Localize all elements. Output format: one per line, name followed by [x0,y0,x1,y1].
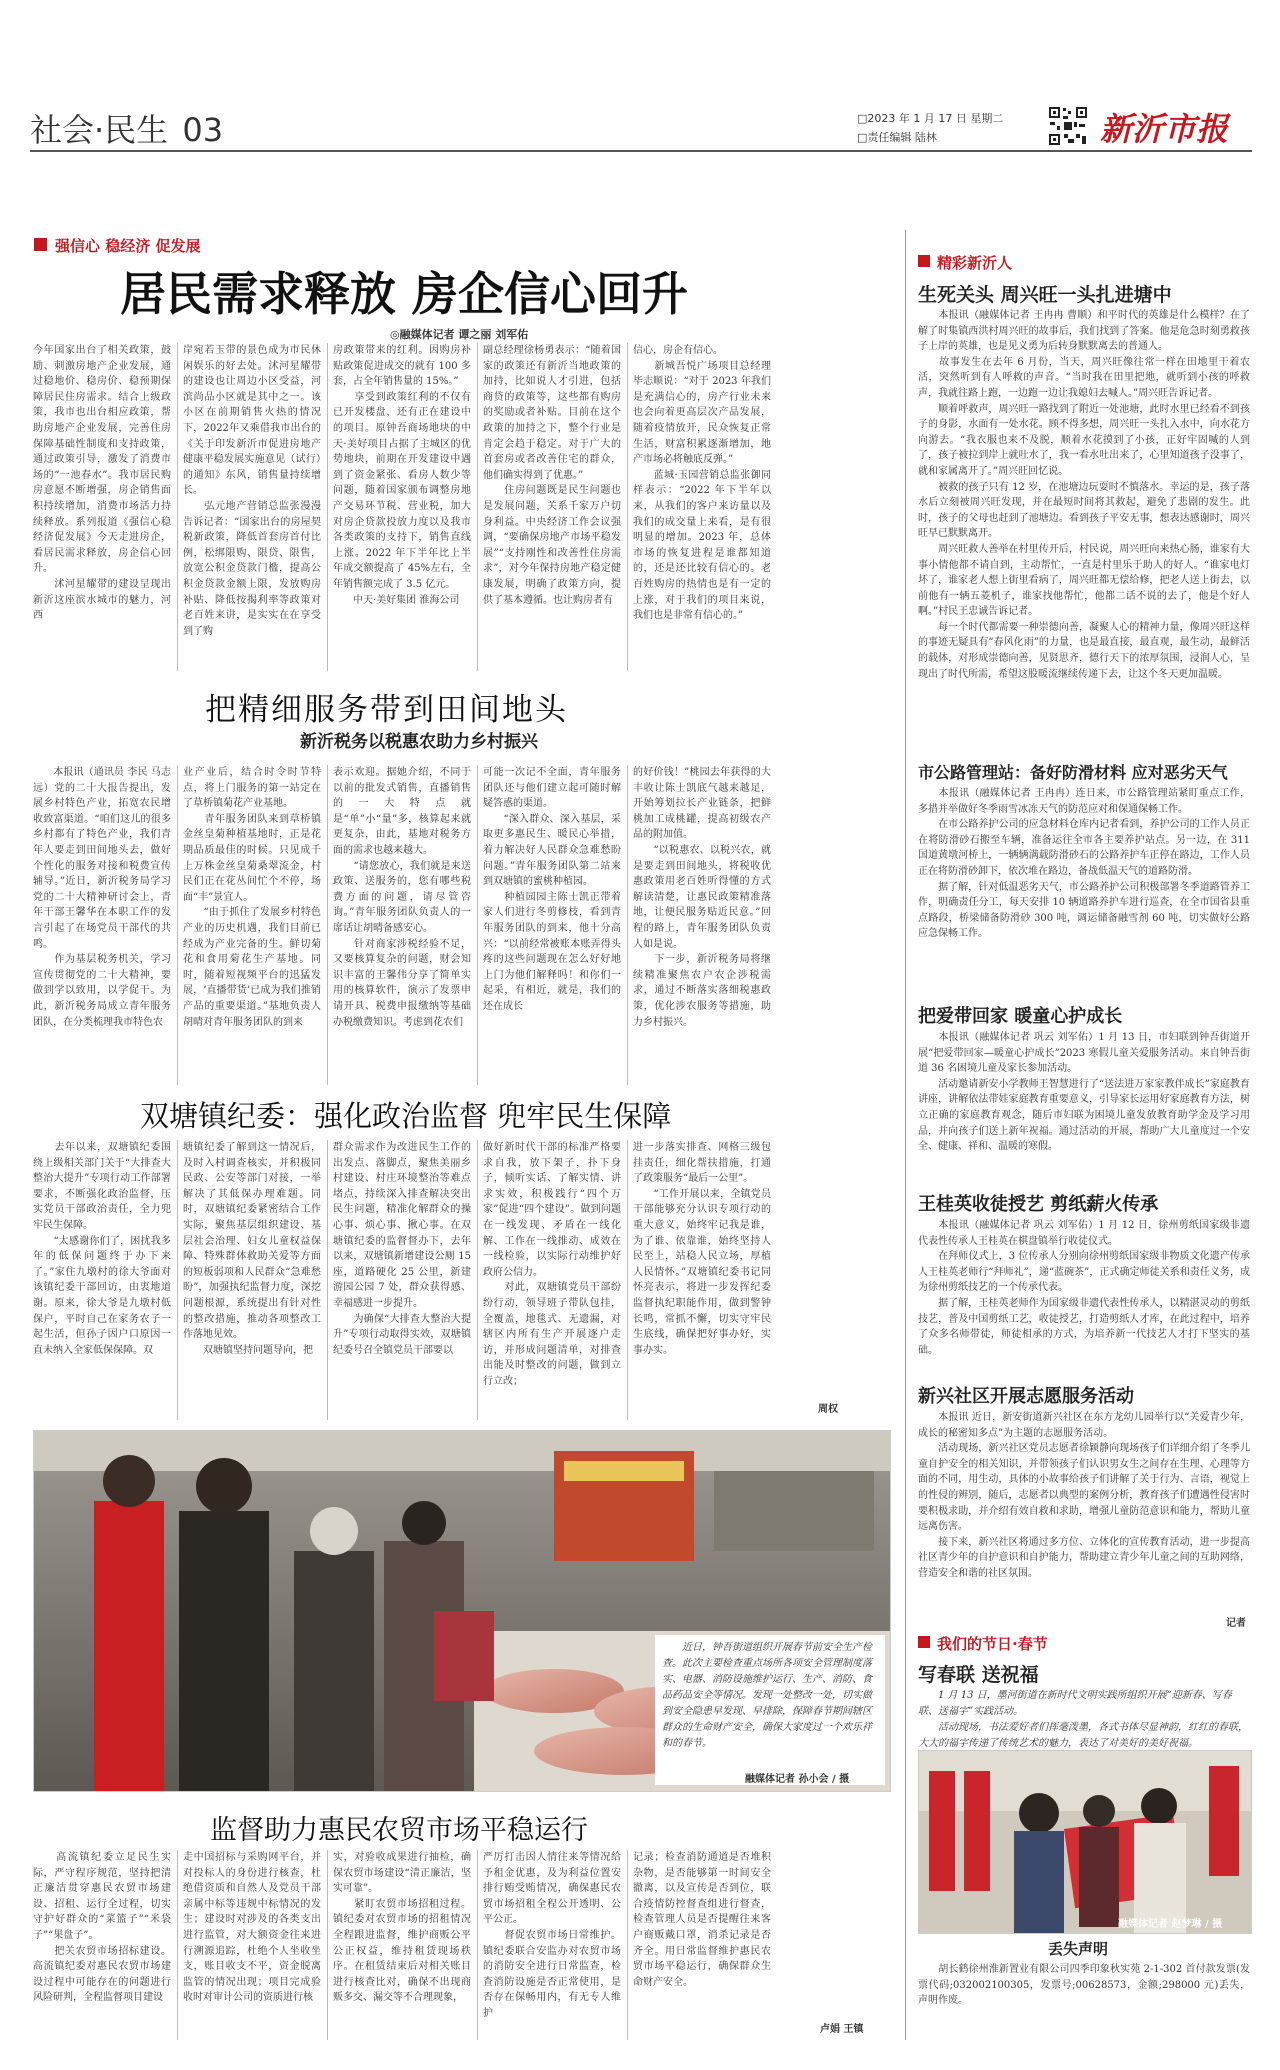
tax-subtitle: 新沂税务以税惠农助力乡村振兴 [300,732,538,752]
story4-title: 王桂英收徒授艺 剪纸薪火传承 [918,1194,1159,1215]
market-col-4: 严厉打击因人情往来等情况给予租金优惠，及为利益位置安排行贿受贿情况，确保惠民农贸市场招租全程公开透明、公平公正。 督促农贸市场日常维护。镇纪委联合安监办对农贸市场的消防安全进行日常监查，检查消防设施是否正常使用，是否存在保畅用内，有无专人维护 [483,1852,621,2019]
divider [627,343,628,671]
story6-credit: 融媒体记者 赵梦琳 / 摄 [1118,1919,1223,1930]
divider [627,1140,628,1420]
divider [327,1140,328,1420]
lost-notice-body: 胡长鹤徐州淮新置业有限公司四季印象秋实苑 2-1-302 首付款发票(发票代码;032002100305，发票号;00628573，金额;298000 元)丢失，声明作废。 [918,1964,1250,2007]
divider [327,343,328,671]
divider [177,1850,178,2040]
story1-body: 本报讯（融媒体记者 王冉冉 曹顺）和平时代的英雄是什么模样？在了解了时集镇西洪村周兴旺的故事后，我们找到了答案。他是危急时刻勇救孩子上岸的英雄，也是见义勇为后转身默默离去的普通人。 故事发生在去年 6 月份，当天，周兴旺像往常一样在田地里干着农活，突然听到有人呼救的声音。“当时我在田里把地，就听到小孩的呼救声，我就往路上跑，一边跑一边让我媳妇去喊人。”周兴旺告诉记者。 顺着呼救声，周兴旺一路找到了附近一处池塘，此时水里已经看不到孩子的身影，水面有一处水花。顾不得多想，周兴旺一头扎入水中，向水花方向游去。“我衣服也来不及脱，顺着水花摸到了小孩，正好牢固喊的人到了，孩子被拉到岸上就吐水了，我一看水吐出来了，心里知道孩子没事了，就和家属离开了。”周兴旺回忆说。 被救的孩子只有 12 岁，在池塘边玩耍时不慎落水。幸运的是，孩子落水后立刻被周兴旺发现，并在最短时间将其救起，避免了悲剧的发生。此时，孩子的父母也赶到了池塘边。看到孩子平安无事，想表达感谢时，周兴旺早已默默离开。 周兴旺救人善举在村里传开后，村民说，周兴旺向来热心肠，谁家有大事小情他都不请自到，主动帮忙，一直是村里乐于助人的好人。“谁家电灯坏了，谁家老人想上街里看病了，周兴旺都无偿给修，把老人送上街去，以前他有一辆五菱机子，谁家找他帮忙，他都二话不说的去了，他是个好人啊。”村民王忠诚告诉记者。 每一个时代都需要一种崇德向善，凝聚人心的精神力量，像周兴旺这样的事迹无疑具有“春风化雨”的力量，也是最直接，最直观，最生动，最鲜活的载体，对形成崇德向善，见贤思齐，德行天下的浓厚氛围，浸润人心，呈现出了时代所需，希望这股暖流继续传递下去，让这个冬天更加温暖。 [918,310,1250,680]
photo-caption: 近日，钟吾街道组织开展春节前安全生产检查。此次主要检查重点场所各项安全管理制度落实、电器、消防设施维护运行、生产、消防、食品药品安全等情况。发现一处整改一处，切实做到安全隐患早发现、早排除，保障春节期间辖区群众的生命财产安全，确保大家度过一个欢乐祥和的春节。 [662,1642,872,1749]
page-number: 03 [182,111,224,149]
supervise-col-3: 群众需求作为改进民生工作的出发点、落脚点，聚焦美丽乡村建设、村庄环境整治等难点堵点，持续深入排查解决突出民生问题，精准化解群众的操心事、烦心事、揪心事。在双塘镇纪委的监督督办下，去年以来，双塘镇新增建设公厕 15 座，道路硬化 25 公里，新建游园公园 7 处，群众获得感、幸福感进一步提升。 为确保“大排查大整治大提升”专项行动取得实效，双塘镇纪委号召全镇党员干部要以 [333,1142,471,1356]
lead-col-3: 房政策带来的红利。因购房补贴政策促进成交的就有 100 多套，占全年销售量的 15%。” 享受到政策红利的不仅有已开发楼盘，还有正在建设中的项目。原钟吾商场地块的中天·美好项目占据了主城区的优势地块，前期在开发建设中遇到了资金紧张、看房人数少等问题，随着国家颁布调整房地产交易环节税、营业税，加大对房企贷款投放力度以及我市各类政策的支持下，销售直线上涨。2022 年下半年比上半年成交额提高了 45%左右，全年销售额完成了 3.5 亿元。 中天·美好集团 淮海公司 [333,345,471,606]
story6-title: 写春联 送祝福 [918,1664,1039,1686]
market-col-5: 记录；检查消防通道是否堆积杂物，是否能够第一时间安全撤离，以及宣传是否到位，联合疫情防控督查组进行督查，检查管理人员是否提醒往来客户商贩戴口罩，消杀记录是否齐全。用日常监督维护惠民农贸市场平稳运行，确保群众生命财产安全。 [633,1852,771,1988]
market-col-1: 高流镇纪委立足民生实际，严守程序规范，坚持把清正廉洁贯穿惠民农贸市场建设、招租、运行全过程，切实守护好群众的“菜篮子”“米袋子”“果盘子”。 把关农贸市场招标建设。高流镇纪委对惠民农贸市场建设过程中可能存在的问题进行风险研判，全程监督项目建设 [33,1852,171,2004]
divider [327,765,328,1085]
editor-line: □责任编辑 陆林 [857,131,937,144]
lost-notice-title: 丢失声明 [1048,1940,1109,1958]
masthead-rule [30,150,1252,152]
lead-col-2: 岸宛若玉带的景色成为市民休闲娱乐的好去处。沭河星耀带的建设也让周边小区受益，河滨尚品小区就是其中之一。该小区在前期销售火热的情况下，2022年又乘借我市出台的《关于印发新沂市促进房地产健康平稳发展实施意见（试行）的通知》东风，销售量持续增长。 弘元地产营销总监张漫漫告诉记者：“国家出台的房屋契税新政策，降低首套房首付比例，松绑限购、限贷、限售，放宽公积金贷款门槛，提高公积金贷款金额上限，发放购房补贴、降低按揭利率等政策对老百姓来讲，是实实在在享受到了购 [183,345,321,637]
festival-kicker: 我们的节日·春节 [937,1635,1048,1653]
story2-body: 本报讯（融媒体记者 王冉冉）连日来，市公路管理站紧盯重点工作，多措并举做好冬季雨雪冰冻天气的防范应对和保通保畅工作。 在市公路养护公司的应急材料仓库内记者看到，养护公司的工作人员正在将防滑砂石搬至车辆，准备运往全市各主要养护站点。另一边，在 311 国道黄墩河桥上，一辆辆满载防滑砂石的公路养护车正停在路边，工作人员正在将防滑砂卸下，依次堆在路边，备战低温天气的道路防滑。 据了解，针对低温恶劣天气，市公路养护公司积极部署冬季道路管养工作，明确责任分工，每天安排 10 辆道路养护车进行巡查，在全市国省县重点路段，桥梁储备防滑砂 300 吨，调运储备融雪剂 60 吨，切实做好公路应急保畅工作。 [918,788,1250,940]
supervise-author: 周权 [818,1404,838,1415]
story5-body: 本报讯 近日，新安街道新兴社区在东方龙幼儿园举行以“关爱青少年，成长的秘密知多点”为主题的志愿服务活动。 活动现场，新兴社区党员志愿者徐颖静向现场孩子们详细介绍了冬季儿童自护安全的相关知识，并带领孩子们认识男女生之间存在生理、心理等方面的不同，用生动，具体的小故事给孩子们讲解了关于行为、言语，视觉上的性侵的辨别，随后，志愿者以典型的案例分析，教育孩子们遭遇性侵害时要积极求助，并介绍有效自救和求助，增强儿童防范意识和能力，帮助儿童远离伤害。 接下来，新兴社区将通过多方位、立体化的宣传教育活动，进一步提高社区青少年的自护意识和自护能力，帮助建立青少年儿童之间的互助网络，营造安全和谐的社区氛围。 [918,1412,1250,1579]
story5-author: 记者 [1226,1618,1246,1629]
qr-code-icon [1048,106,1088,146]
market-col-3: 实，对验收成果进行抽检，确保农贸市场建设“清正廉洁，坚实可靠”。 紧盯农贸市场招租过程。镇纪委对农贸市场的招租情况全程跟进监督，维护商贩公平公正权益，维持租赁现场秩序。在租赁结束后对相关账目进行核查比对，确保不出现商贩多交、漏交等不合理现象， [333,1852,471,2004]
market-col-2: 走中国招标与采购网平台，并对投标人的身份进行核查，杜绝借资质和自然人及党员干部亲属中标等违规中标情况的发生；建设时对涉及的各类支出进行监管，对大额资金往来进行溯源追踪，杜绝个人坐收坐支，账目收支不平，资金脱离监管的情况出现；项目完成验收时对审计公司的资质进行核 [183,1852,321,2004]
story4-body: 本报讯（融媒体记者 巩云 刘军佑）1 月 12 日，徐州剪纸国家级非遗代表性传承人王桂英在棋盘镇举行收徒仪式。 在拜师仪式上，3 位传承人分别向徐州剪纸国家级非物质文化遗产传承人王桂英老师行“拜师礼”，递“蓝碗茶”，正式确定师徒关系和责任义务，成为徐州剪纸技艺的一个传承代表。 据了解，王桂英老师作为国家级非遗代表性传承人，以精湛灵动的剪纸技艺，普及中国剪纸工艺，收徒授艺，打造剪纸人才库，在此过程中，培养了众多名师带徒，师徒相承的方式，为培养新一代技艺人才打下坚实的基础。 [918,1220,1250,1356]
newspaper-logo: 新沂市报 [1100,110,1229,148]
divider [177,343,178,671]
supervise-headline: 双塘镇纪委：强化政治监督 兜牢民生保障 [140,1099,672,1133]
kicker-marker [34,238,47,251]
story3-title: 把爱带回家 暖童心护成长 [918,1006,1123,1027]
divider [177,765,178,1085]
story2-title: 市公路管理站：备好防滑材料 应对恶劣天气 [918,763,1228,782]
story1-title: 生死关头 周兴旺一头扎进塘中 [918,284,1172,306]
section-label [30,105,223,151]
lead-headline: 居民需求释放 房企信心回升 [120,267,689,321]
date-line: □2023 年 1 月 17 日 星期二 [857,112,1004,125]
divider [477,765,478,1085]
photo-credit: 融媒体记者 孙小会 / 摄 [745,1774,850,1785]
lead-byline: ◎融媒体记者 谭之丽 刘军佑 [390,328,529,341]
supervise-col-4: 做好新时代干部的标准严格要求自我，放下架子，扑下身子，倾听实话、了解实情、讲求实效，积极践行“四个万家”促进“四个建设”。做到问题在一线发现、矛盾在一线化解、工作在一线推动、成效在一线检验，以实际行动维护好政府公信力。 对此，双塘镇党员干部纷纷行动，领导班子带队包挂，全覆盖，地毯式、无遗漏，对辖区内所有生产开展逐户走访，并形成问题清单，对排查出能及时整改的问题，做到立行立改； [483,1142,621,1387]
tax-col-5: 的好价钱！”桃园去年获得的大丰收让陈士凯底气越来越足，开始筹划拉长产业链条，把鲜桃加工成桃罐，提高初级农产品的附加值。 “以税惠农、以税兴农，就是要走到田间地头，将税收优惠政策用老百姓听得懂的方式解读清楚，让惠民政策精准落地，让便民服务贴近民意。”回程的路上，青年服务团队负责人如是说。 下一步，新沂税务局将继续精准聚焦农户农企涉税需求，通过不断落实落细税惠政策，优化涉农服务等措施，助力乡村振兴。 [633,767,771,1028]
market-headline: 监督助力惠民农贸市场平稳运行 [210,1815,588,1846]
market-author: 卢娟 王镇 [820,2024,864,2035]
right-column-divider [905,230,906,2040]
divider [327,1850,328,2040]
story5-title: 新兴社区开展志愿服务活动 [918,1386,1134,1407]
tax-col-3: 表示欢迎。据她介绍，不同于以前的批发式销售，直播销售的一大特点就是“单”小“量”多，核算起来就更复杂，由此，基地对税务方面的需求也越来越大。 “请您放心，我们就是来送政策、送服务的，您有哪些税费方面的问题，请尽管咨询。”青年服务团队负责人的一席话让胡晴备感安心。 针对商家涉税经验不足，又要核算复杂的问题，财会知识丰富的王馨伟分享了简单实用的核算软件，演示了发票申请开具、税费申报缴纳等基础办税缴费知识。考虑到花农们 [333,767,471,1028]
divider [477,1140,478,1420]
right-kicker: 精彩新沂人 [937,254,1013,272]
supervise-col-2: 塘镇纪委了解到这一情况后，及时入村调查核实，并积极同民政、公安等部门对接，一举解决了其低保办理难题。同时，双塘镇纪委紧密结合工作实际，聚焦基层组织建设、基层社会治理、妇女儿童权益保障、特殊群体救助关爱等方面的短板弱项和人民群众“急难愁盼”，加强执纪监督力度，深挖问题根源，系统提出有针对性的整改措施，推动各项整改工作落地见效。 双塘镇坚持问题导向，把 [183,1142,321,1356]
tax-col-2: 业产业后，结合时令时节特点，将上门服务的第一站定在了草桥镇菊花产业基地。 青年服务团队来到草桥镇金丝皇菊种植基地时，正是花期品质最佳的时候。只见成千上万株金丝皇菊桑翠流金，村民们正在花丛间忙个不停，场面“丰”景宜人。 “由于抓住了发展乡村特色产业的历史机遇，我们目前已经成为产业完备的生。鲜切菊花和食用菊花生产基地。同时，随着短视频平台的迅猛发展，‘直播带货’已成为我们推销产品的重要渠道。”基地负责人胡晴对青年服务团队的到来 [183,767,321,1028]
story6-body: 1 月 13 日，墨河街道在新时代文明实践所组织开展“迎新春、写春联、送福字”实践活动。 活动现场，书法爱好者们挥毫泼墨，各式书体尽显神韵，红红的春联，大大的福字传递了传统艺术的魅力，表达了对美好的美好祝福。 [918,1690,1248,1749]
divider [477,343,478,671]
kicker-marker [918,1636,930,1648]
lead-col-1: 今年国家出台了相关政策，鼓励、刺激房地产企业发展，通过稳地价、稳房价、稳预期保障居民住房需求。结合上级政策，我市也出台相应政策，帮助房地产企业发展，完善住房保障基础性制度和支持政策，通过政策引导，激发了消费市场的“一池春水”。我市居民购房意愿不断增强，房企销售面积持续增加，消费市场活力持续释放。系列报道《强信心稳经济促发展》今天走进房企，看居民需求释放，房企信心回升。 沭河星耀带的建设呈现出新沂这座滨水城市的魅力，河西 [33,345,171,622]
tax-headline: 把精细服务带到田间地头 [205,692,568,728]
kicker-marker [918,255,930,267]
lead-col-5: 信心，房企有信心。 新城吾悦广场项目总经理毕志顺说：“对于 2023 年我们是充满信心的，房产行业未来也会向着更高层次产品发展，随着疫情放开，民众恢复正常生活，财富积累逐渐增加，地产市场必将触底反弹。” 蓝城·玉园营销总监张御同样表示：“2022 年下半年以来，从我们的客户来访量以及我们的成交量上来看，是有很明显的增加。2023 年，总体市场的恢复进程是谁都知道的，还是还比较有信心的。老百姓购房的热情也是有一定的上涨，对于我们的项目来说，我们也是非常有信心的。” [633,345,771,622]
tax-col-1: 本报讯（通讯员 李民 马志远）党的二十大报告提出，发展乡村特色产业，拓宽农民增收致富渠道。“咱们这儿的很多乡村都有了特色产业，我们青年人要走到田间地头去，做好个性化的服务对接和税费宣传辅导。”近日，新沂税务局学习党的二十大精神研讨会上，青年干部王馨华在本职工作的发言引起了在场党员干部代的共鸣。 作为基层税务机关，学习宣传贯彻党的二十大精神，要做到学以致用，以学促干。为此，新沂税务局成立青年服务团队，在分类梳理我市特色农 [33,767,171,1028]
couplet-photo [918,1750,1252,1934]
divider [477,1850,478,2040]
section-name: 社会·民生 [30,111,169,149]
divider [177,1140,178,1420]
divider [627,1850,628,2040]
lead-kicker: 强信心 稳经济 促发展 [55,237,201,255]
divider [627,765,628,1085]
lead-col-4: 副总经理徐杨勇表示：“随着国家的政策还有新沂当地政策的加持，比如说人才引进，包括商贷的政策等，这些都有购房的奖励或者补贴。目前在这个政策的加持之下，整个行业是肯定会趋于稳定。对于广大的首套房或者改善住宅的群众，他们确实得到了优惠。” 住房问题既是民生问题也是发展问题，关系千家万户切身利益。中央经济工作会议强调，“要确保房地产市场平稳发展”“支持刚性和改善性住房需求”，对今年保持房地产稳定健康发展，明确了政策方向，提供了基本遵循。也让购房者有 [483,345,621,606]
supervise-col-1: 去年以来，双塘镇纪委围绕上级相关部门关于“大排查大整治大提升”专项行动工作部署要求，不断强化政治监督，压实党员干部政治责任，全力兜牢民生保障。 “太感谢你们了，困扰我多年的低保问题终于办下来了。”家住九墩村的徐大爷面对该镇纪委干部回访，由衷地道谢。原来，徐大爷是九墩村低保户，平时自己在家务农子一起生活，但孙子因户口原因一直未纳入全家低保保障。双 [33,1142,171,1356]
story3-body: 本报讯（融媒体记者 巩云 刘军佑）1 月 13 日，市妇联到钟吾街道开展“把爱带回家—暖童心护成长”2023 寒假儿童关爱服务活动。来自钟吾街道 36 名困境儿童及家长参加活动。 活动邀请新安小学教师王智慧进行了“送法进万家家教伴成长”家庭教育讲座，讲解依法带娃家庭教育重要意义，引导家长运用好家庭教育方法，树立正确的家庭教育观念，随后市妇联为困境儿童发放教育助学金及学习用品，并向孩子们送上新年祝福。通过活动的开展，帮助广大儿童度过一个安全、健康、祥和、温暖的寒假。 [918,1032,1250,1153]
tax-col-4: 可能一次记不全面，青年服务团队还与他们建立起可随时解疑答惑的渠道。 “深入群众、深入基层，采取更多惠民生、暖民心举措，着力解决好人民群众急难愁盼问题。”青年服务团队第二站来到双塘镇的蜜桃种植园。 种植园园主陈士凯正带着家人们进行冬剪修枝，看到青年服务团队的到来，他十分高兴：“以前经常被账本账弄得头疼的这些问题现在怎么好好地上门为他们解释吗！和你们一起采，有相近，就是，我们的还在成长 [483,767,621,1012]
supervise-col-5: 进一步落实排查、网格三级包挂责任，细化帮扶措施，打通了政策服务“最后一公里”。 “工作开展以来，全镇党员干部能够充分认识专项行动的重大意义，始终牢记我是谁，为了谁、依靠谁，始终坚持人民至上，站稳人民立场，厚植人民情怀。”双塘镇纪委书记同怀亮表示，将进一步发挥纪委监督执纪职能作用，做到警钟长鸣，常抓不懈，切实守牢民生底线，确保把好事办好，实事办实。 [633,1142,771,1356]
